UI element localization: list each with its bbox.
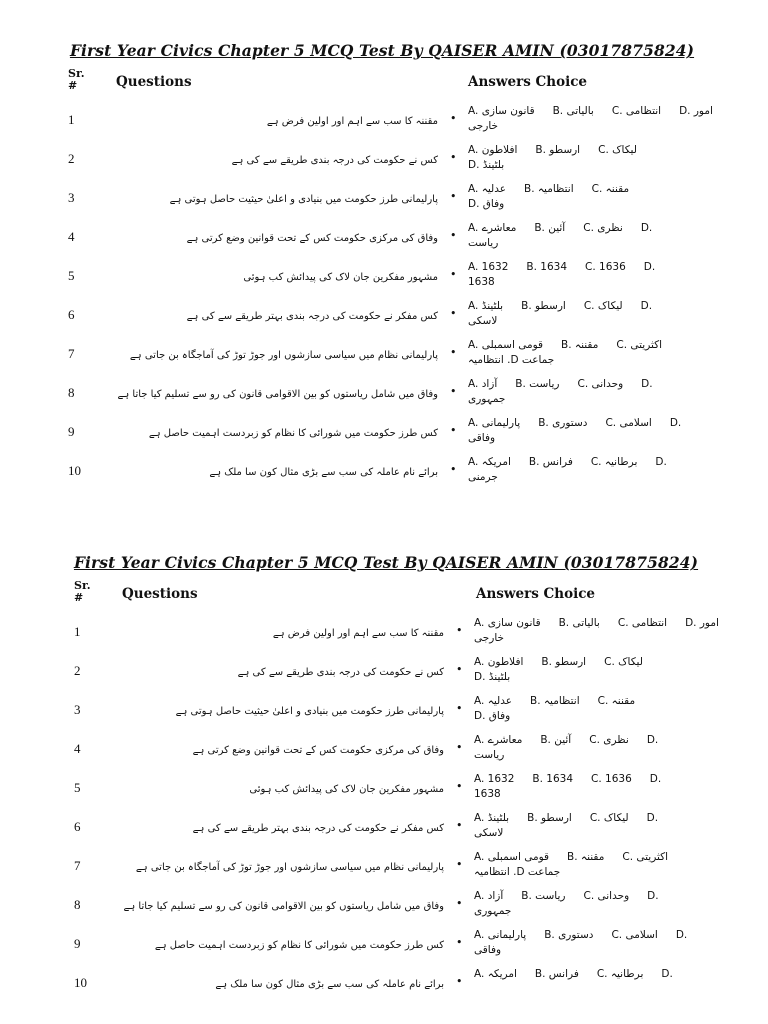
answer-option-continued: D. وفاق xyxy=(474,710,511,722)
bullet-icon: • xyxy=(456,897,463,910)
question-number: 2 xyxy=(74,663,81,678)
answer-option: B. ارسطو xyxy=(527,812,572,824)
question-text xyxy=(118,614,444,653)
answer-option: C. وحدانی xyxy=(583,890,630,902)
answer-option-continued: ریاست xyxy=(468,237,499,249)
answer-option: A. 1632 xyxy=(474,773,515,785)
answer-option-continued: جمہوری xyxy=(474,905,512,917)
answer-choices xyxy=(474,811,768,841)
answer-option: A. افلاطون xyxy=(468,144,518,156)
quiz-sheet-1 xyxy=(0,40,768,483)
answer-option: C. لیکاک xyxy=(604,656,643,668)
answer-option: B. انتظامیہ xyxy=(529,695,580,707)
question-text xyxy=(118,770,444,809)
answer-choices xyxy=(474,616,768,646)
question-number: 7 xyxy=(74,858,81,873)
answer-choices xyxy=(468,455,768,485)
answer-option: D. xyxy=(643,261,656,273)
question-number: 1 xyxy=(74,624,81,639)
bullet-icon: • xyxy=(450,229,457,242)
answer-option-continued: وفاقی xyxy=(468,432,496,444)
bullet-icon: • xyxy=(456,741,463,754)
question-text-content: کس نے حکومت کی درجہ بندی طریقے سے کی ہے xyxy=(237,666,444,678)
answer-option: B. فرانس xyxy=(534,968,579,980)
bullet-icon: • xyxy=(450,190,457,203)
answer-option: C. مقننہ xyxy=(597,695,636,707)
answer-option-continued: جماعت D. انتظامیہ xyxy=(474,866,561,878)
question-text xyxy=(112,297,438,336)
answer-option: C. اکثریتی xyxy=(616,339,663,351)
answer-choices xyxy=(474,772,768,802)
answer-option: B. بالیاتی xyxy=(552,105,594,117)
sr-column-header: Sr. # xyxy=(74,579,91,604)
answer-option: A. معاشرے xyxy=(474,734,523,746)
bullet-icon: • xyxy=(450,268,457,281)
answer-option: B. ریاست xyxy=(515,378,560,390)
bullet-icon: • xyxy=(456,702,463,715)
question-text xyxy=(118,731,444,770)
answer-option: A. افلاطون xyxy=(474,656,524,668)
answer-option: C. لیکاک xyxy=(589,812,629,824)
question-number: 5 xyxy=(68,268,75,283)
question-row xyxy=(0,887,768,926)
answer-option: B. ارسطو xyxy=(541,656,587,668)
question-text-content: کس طرز حکومت میں شورائی کا نظام کو زبردست اہمیت حاصل ہے xyxy=(148,427,438,439)
question-text xyxy=(118,692,444,731)
answer-option-continued: وفاقی xyxy=(474,944,502,956)
answer-option-continued: ریاست xyxy=(474,749,505,761)
question-row xyxy=(0,614,768,653)
answer-option: A. پارلیمانی xyxy=(474,929,527,941)
answer-choices xyxy=(468,416,768,446)
answer-option: C. اسلامی xyxy=(611,929,658,941)
answer-option: D. xyxy=(655,456,667,468)
answer-option: A. قانون سازی xyxy=(474,617,541,629)
answer-option-continued: خارجی xyxy=(474,632,505,644)
question-text-content: پارلیمانی نظام میں سیاسی سازشوں اور جوڑ توڑ کی آماجگاہ بن جاتی ہے xyxy=(129,349,438,361)
answer-choices xyxy=(468,143,768,173)
answer-option: D. xyxy=(641,378,653,390)
question-number: 6 xyxy=(68,307,75,322)
answer-option: C. اسلامی xyxy=(605,417,652,429)
table-header xyxy=(0,574,768,614)
answer-option-continued: خارجی xyxy=(468,120,499,132)
answer-option: B. فرانس xyxy=(528,456,573,468)
answer-option: B. دستوری xyxy=(538,417,588,429)
bullet-icon: • xyxy=(456,780,463,793)
answer-option-continued: D. بلٹینڈ xyxy=(468,159,505,171)
answers-column-header: Answers Choice xyxy=(476,586,596,602)
question-text-content: برائے نام عاملہ کی سب سے بڑی مثال کون سا ملک ہے xyxy=(209,466,438,478)
answer-choices xyxy=(474,733,768,763)
answer-option: C. مقننہ xyxy=(591,183,630,195)
question-row xyxy=(0,692,768,731)
answer-option: C. وحدانی xyxy=(577,378,624,390)
question-text-content: مشہور مفکرین جان لاک کی پیدائش کب ہوئی xyxy=(243,271,438,283)
answer-option: D. xyxy=(640,222,653,234)
question-text-content: کس نے حکومت کی درجہ بندی طریقے سے کی ہے xyxy=(231,154,438,166)
answer-option-continued: D. وفاق xyxy=(468,198,505,210)
quiz-sheet-2 xyxy=(0,552,768,990)
bullet-icon: • xyxy=(450,151,457,164)
answer-choices xyxy=(468,221,768,251)
answer-choices xyxy=(474,889,768,919)
answer-option: A. پارلیمانی xyxy=(468,417,521,429)
question-text-content: مشہور مفکرین جان لاک کی پیدائش کب ہوئی xyxy=(249,783,444,795)
answer-choices xyxy=(474,850,768,880)
answer-option: D. xyxy=(647,890,659,902)
answer-option: C. اکثریتی xyxy=(622,851,669,863)
answer-option: B. دستوری xyxy=(544,929,594,941)
answer-option: A. قومی اسمبلی xyxy=(468,339,544,351)
bullet-icon: • xyxy=(450,463,457,476)
question-text xyxy=(112,414,438,453)
answer-choices xyxy=(474,655,768,685)
question-text-content: پارلیمانی طرز حکومت میں بنیادی و اعلیٰ حیثیت حاصل ہوتی ہے xyxy=(175,705,444,717)
answer-option: D. xyxy=(646,734,659,746)
answer-option: A. قومی اسمبلی xyxy=(474,851,550,863)
answer-option: C. لیکاک xyxy=(598,144,637,156)
answer-option: D. xyxy=(661,968,673,980)
question-text xyxy=(112,375,438,414)
question-text xyxy=(112,141,438,180)
question-number: 3 xyxy=(74,702,81,717)
question-row xyxy=(0,219,768,258)
answer-option-continued: جرمنی xyxy=(468,471,498,483)
question-number: 4 xyxy=(74,741,81,756)
answer-option: B. 1634 xyxy=(532,773,574,785)
question-text-content: وفاق میں شامل ریاستوں کو بین الاقوامی قانون کی رو سے تسلیم کیا جاتا ہے xyxy=(123,900,444,912)
answer-option: A. بلٹینڈ xyxy=(474,812,510,824)
question-number: 10 xyxy=(74,975,87,990)
question-text xyxy=(118,926,444,965)
bullet-icon: • xyxy=(450,307,457,320)
question-row xyxy=(0,453,768,492)
question-text-content: کس مفکر نے حکومت کی درجہ بندی بہتر طریقے سے کی ہے xyxy=(186,310,438,322)
question-text xyxy=(112,453,438,492)
question-row xyxy=(0,731,768,770)
question-row xyxy=(0,102,768,141)
question-row xyxy=(0,809,768,848)
questions-column-header: Questions xyxy=(116,74,192,90)
answer-option: B. آئین xyxy=(540,734,572,746)
question-number: 4 xyxy=(68,229,75,244)
answer-option: B. مقننہ xyxy=(567,851,605,863)
question-row xyxy=(0,297,768,336)
question-number: 8 xyxy=(74,897,81,912)
answer-choices xyxy=(474,694,768,724)
question-text xyxy=(118,887,444,926)
bullet-icon: • xyxy=(450,385,457,398)
question-row xyxy=(0,770,768,809)
sheet-title: First Year Civics Chapter 5 MCQ Test By QAISER AMIN (03017875824) xyxy=(73,553,699,572)
answer-option-continued: D. بلٹینڈ xyxy=(474,671,511,683)
answer-option: C. 1636 xyxy=(585,261,626,273)
question-text xyxy=(112,336,438,375)
question-number: 1 xyxy=(68,112,75,127)
question-text-content: کس طرز حکومت میں شورائی کا نظام کو زبردست اہمیت حاصل ہے xyxy=(154,939,444,951)
answer-option: C. نظری xyxy=(589,734,629,746)
answer-option-continued: جمہوری xyxy=(468,393,506,405)
question-number: 2 xyxy=(68,151,75,166)
answer-option: A. قانون سازی xyxy=(468,105,535,117)
question-number: 6 xyxy=(74,819,81,834)
question-row xyxy=(0,141,768,180)
question-row xyxy=(0,414,768,453)
answer-option: A. عدلیہ xyxy=(468,183,506,195)
answer-option: C. لیکاک xyxy=(583,300,623,312)
answer-option-continued: 1638 xyxy=(468,276,495,288)
bullet-icon: • xyxy=(456,858,463,871)
answer-option: C. انتظامی xyxy=(611,105,662,117)
bullet-icon: • xyxy=(456,936,463,949)
answers-column-header: Answers Choice xyxy=(468,74,588,90)
question-number: 9 xyxy=(74,936,81,951)
question-row xyxy=(0,926,768,965)
question-row xyxy=(0,653,768,692)
answer-choices xyxy=(468,338,768,368)
answer-option: B. بالیاتی xyxy=(558,617,600,629)
question-text xyxy=(118,965,444,1004)
answer-choices xyxy=(468,299,768,329)
answer-option: D. xyxy=(649,773,662,785)
answer-option: C. 1636 xyxy=(591,773,632,785)
question-text-content: پارلیمانی طرز حکومت میں بنیادی و اعلیٰ حیثیت حاصل ہوتی ہے xyxy=(169,193,438,205)
bullet-icon: • xyxy=(450,424,457,437)
question-text-content: وفاق کی مرکزی حکومت کس کے تحت قوانین وضع کرتی ہے xyxy=(192,744,444,756)
answer-option: D. xyxy=(640,300,653,312)
answer-choices xyxy=(468,182,768,212)
question-text xyxy=(118,809,444,848)
question-text-content: مقننہ کا سب سے اہم اور اولین فرض ہے xyxy=(272,627,444,639)
answer-option: C. انتظامی xyxy=(617,617,668,629)
question-row xyxy=(0,258,768,297)
question-number: 3 xyxy=(68,190,75,205)
bullet-icon: • xyxy=(456,663,463,676)
sr-column-header: Sr. # xyxy=(68,67,85,92)
answer-option: A. 1632 xyxy=(468,261,509,273)
bullet-icon: • xyxy=(456,624,463,637)
question-row xyxy=(0,848,768,887)
answer-option: B. آئین xyxy=(534,222,566,234)
answer-option: A. عدلیہ xyxy=(474,695,512,707)
question-text xyxy=(112,102,438,141)
question-row xyxy=(0,180,768,219)
answer-option: D. xyxy=(646,812,659,824)
question-text xyxy=(118,653,444,692)
question-number: 5 xyxy=(74,780,81,795)
question-text-content: برائے نام عاملہ کی سب سے بڑی مثال کون سا ملک ہے xyxy=(215,978,444,990)
question-text xyxy=(112,258,438,297)
table-header xyxy=(0,62,768,102)
sheet-title: First Year Civics Chapter 5 MCQ Test By QAISER AMIN (03017875824) xyxy=(69,41,695,60)
question-text-content: وفاق میں شامل ریاستوں کو بین الاقوامی قانون کی رو سے تسلیم کیا جاتا ہے xyxy=(117,388,438,400)
question-text xyxy=(118,848,444,887)
answer-option: B. ارسطو xyxy=(535,144,581,156)
question-text-content: کس مفکر نے حکومت کی درجہ بندی بہتر طریقے سے کی ہے xyxy=(192,822,444,834)
answer-option: B. ارسطو xyxy=(521,300,566,312)
answer-option: C. برطانیہ xyxy=(590,456,638,468)
answer-option: B. انتظامیہ xyxy=(523,183,574,195)
answer-option: A. امریکہ xyxy=(468,456,511,468)
question-number: 9 xyxy=(68,424,75,439)
answer-option: B. 1634 xyxy=(526,261,568,273)
question-row xyxy=(0,965,768,1004)
answer-option-continued: لاسکی xyxy=(468,315,498,327)
answer-option-continued: جماعت D. انتظامیہ xyxy=(468,354,555,366)
bullet-icon: • xyxy=(450,346,457,359)
bullet-icon: • xyxy=(450,112,457,125)
answer-option: A. آزاد xyxy=(468,378,498,390)
question-text-content: پارلیمانی نظام میں سیاسی سازشوں اور جوڑ توڑ کی آماجگاہ بن جاتی ہے xyxy=(135,861,444,873)
question-text xyxy=(112,219,438,258)
answer-choices xyxy=(474,967,768,982)
answer-option: B. مقننہ xyxy=(561,339,599,351)
answer-option: C. نظری xyxy=(583,222,623,234)
answer-option: B. ریاست xyxy=(521,890,566,902)
answer-option: C. برطانیہ xyxy=(596,968,644,980)
question-text-content: مقننہ کا سب سے اہم اور اولین فرض ہے xyxy=(266,115,438,127)
bullet-icon: • xyxy=(456,975,463,988)
question-number: 8 xyxy=(68,385,75,400)
question-row xyxy=(0,336,768,375)
questions-column-header: Questions xyxy=(122,586,198,602)
answer-option-continued: 1638 xyxy=(474,788,501,800)
answer-option: D. امور xyxy=(679,105,713,117)
bullet-icon: • xyxy=(456,819,463,832)
answer-choices xyxy=(474,928,768,958)
answer-choices xyxy=(468,104,768,134)
question-row xyxy=(0,375,768,414)
answer-option: A. بلٹینڈ xyxy=(468,300,504,312)
answer-option-continued: لاسکی xyxy=(474,827,504,839)
answer-option: A. معاشرے xyxy=(468,222,517,234)
answer-option: D. xyxy=(669,417,682,429)
answer-option: A. آزاد xyxy=(474,890,504,902)
answer-option: D. xyxy=(675,929,688,941)
answer-choices xyxy=(468,260,768,290)
question-text xyxy=(112,180,438,219)
answer-option: A. امریکہ xyxy=(474,968,517,980)
answer-choices xyxy=(468,377,768,407)
question-number: 7 xyxy=(68,346,75,361)
answer-option: D. امور xyxy=(685,617,719,629)
question-number: 10 xyxy=(68,463,81,478)
question-text-content: وفاق کی مرکزی حکومت کس کے تحت قوانین وضع کرتی ہے xyxy=(186,232,438,244)
